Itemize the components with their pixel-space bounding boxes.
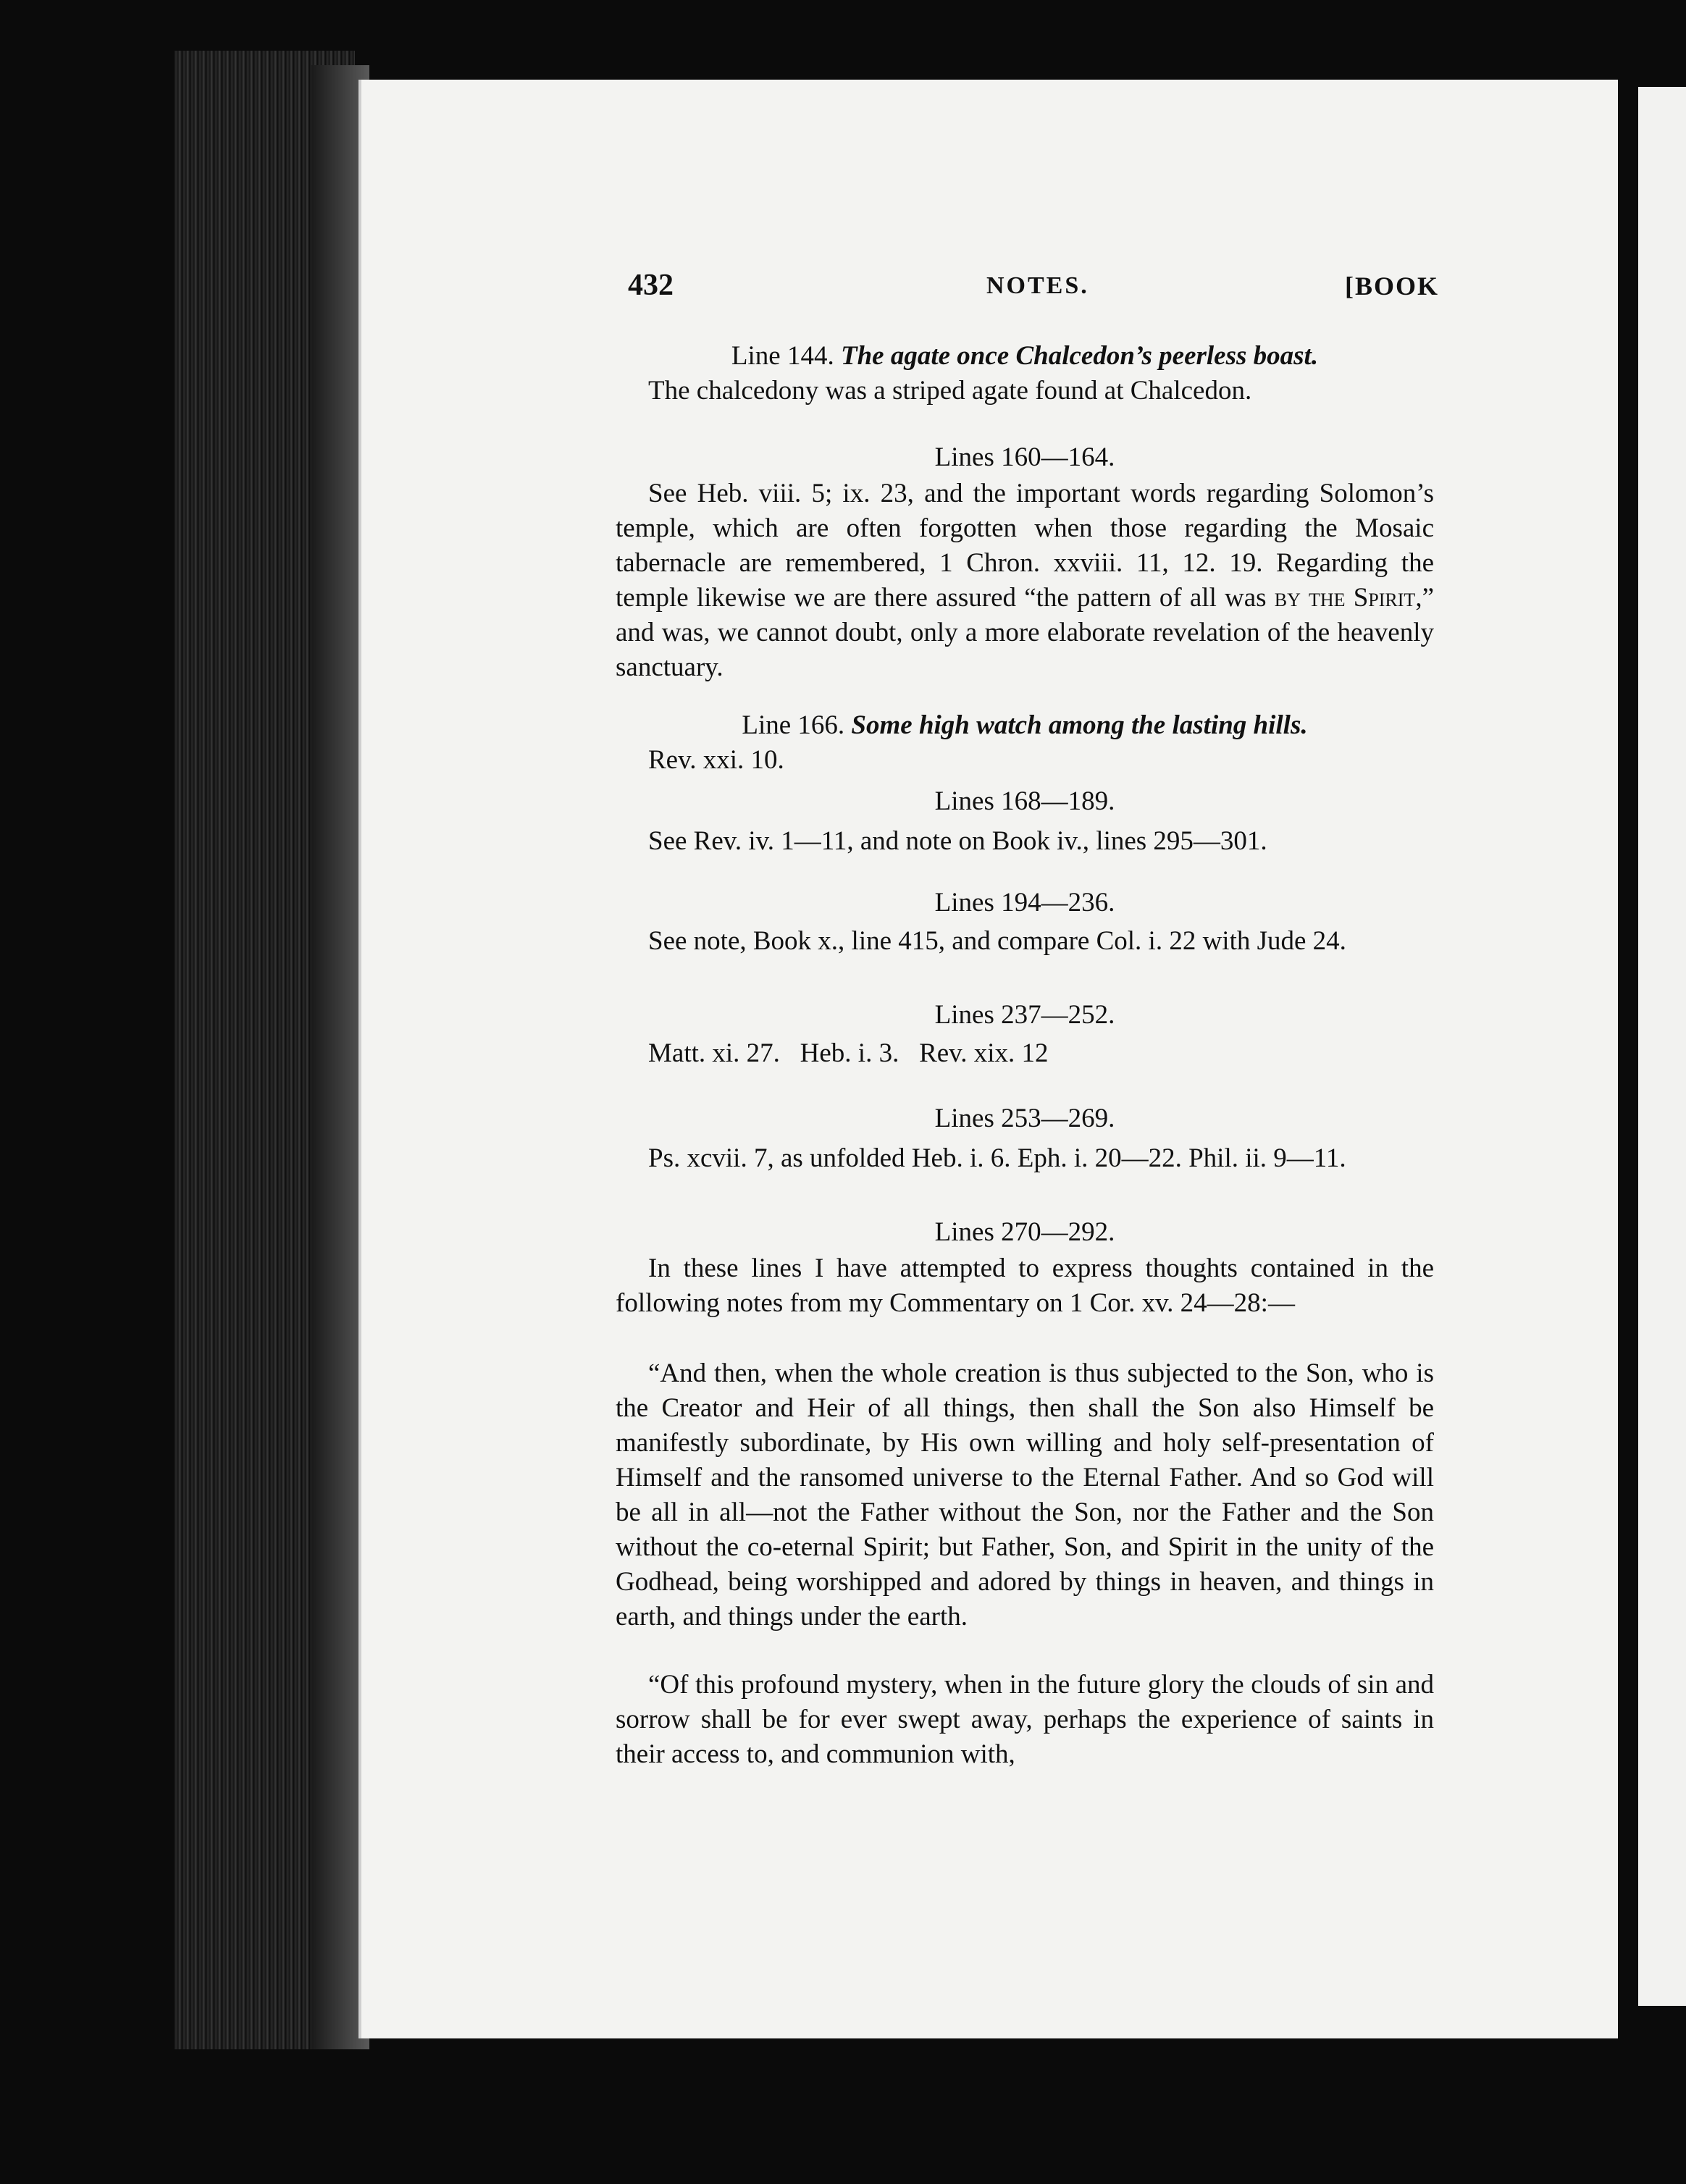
note-heading-prefix: Line 166. [742,710,845,740]
page-number: 432 [628,269,674,302]
note-body-lines-194-236: See note, Book x., line 415, and compare Col. i. 22 with Jude 24. [648,926,1346,956]
note-body-lines-237-252: Matt. xi. 27. Heb. i. 3. Rev. xix. 12 [648,1038,1049,1068]
commentary-quote-1: “And then, when the whole creation is thus subjected to the Son, who is the Creator and Heir of all things, then shall the Son also Himself be manifestly subordinate, by His own willing and holy self-presentation of Himself and the ransomed universe to the Eternal Father. And so God will be all in all—not the Father without the Son, nor the Father and the Son without the co-eternal Spirit; but Father, Son, and Spirit in the unity of the Godhead, being worshipped and adored by things in heaven, and things in earth, and things under the earth. [616,1358,1434,1631]
note-heading-line-144 [616,339,1434,374]
note-body-lines-270-292: In these lines I have attempted to express thoughts contained in the following notes from my Commentary on 1 Cor. xv. 24—28:— [616,1253,1434,1318]
note-heading-lines-160-164: Lines 160—164. [934,442,1115,472]
commentary-quote-2: “Of this profound mystery, when in the future glory the clouds of sin and sorrow shall be for ever swept away, perhaps the experience of saints in their access to, and communion with, [616,1670,1434,1769]
note-heading-quote: The agate once Chalcedon’s peerless boast. [840,341,1319,371]
note-heading-lines-253-269: Lines 253—269. [934,1104,1115,1133]
note-body-line-166: Rev. xxi. 10. [648,745,784,775]
note-body-lines-160-164: See Heb. viii. 5; ix. 23, and the important words regarding Solomon’s temple, which are often forgotten when those regarding the Mosaic tabernacle are remembered, 1 Chron. xxviii. 11, 12. 19. Regarding the temple likewise we are there assured “the pattern of all was by the Spirit,” and was, we cannot doubt, only a more elaborate revelation of the heavenly sanctuary. [616,479,1434,682]
facing-page-edge [1638,87,1686,2006]
note-heading-lines-194-236: Lines 194—236. [934,888,1115,917]
running-title: NOTES. [986,272,1089,299]
note-heading-prefix: Line 144. [731,341,834,371]
note-body-lines-168-189: See Rev. iv. 1—11, and note on Book iv., lines 295—301. [648,826,1267,856]
running-section: [BOOK [1344,272,1439,301]
note-body-lines-253-269: Ps. xcvii. 7, as unfolded Heb. i. 6. Eph. i. 20—22. Phil. ii. 9—11. [648,1143,1346,1173]
note-body-line-144: The chalcedony was a striped agate found at Chalcedon. [648,376,1252,406]
note-heading-line-166 [616,708,1434,743]
running-head [628,268,1439,311]
note-heading-lines-237-252: Lines 237—252. [934,1000,1115,1030]
note-heading-lines-270-292: Lines 270—292. [934,1217,1115,1247]
note-heading-lines-168-189: Lines 168—189. [934,786,1115,816]
note-heading-quote: Some high watch among the lasting hills. [851,710,1308,740]
